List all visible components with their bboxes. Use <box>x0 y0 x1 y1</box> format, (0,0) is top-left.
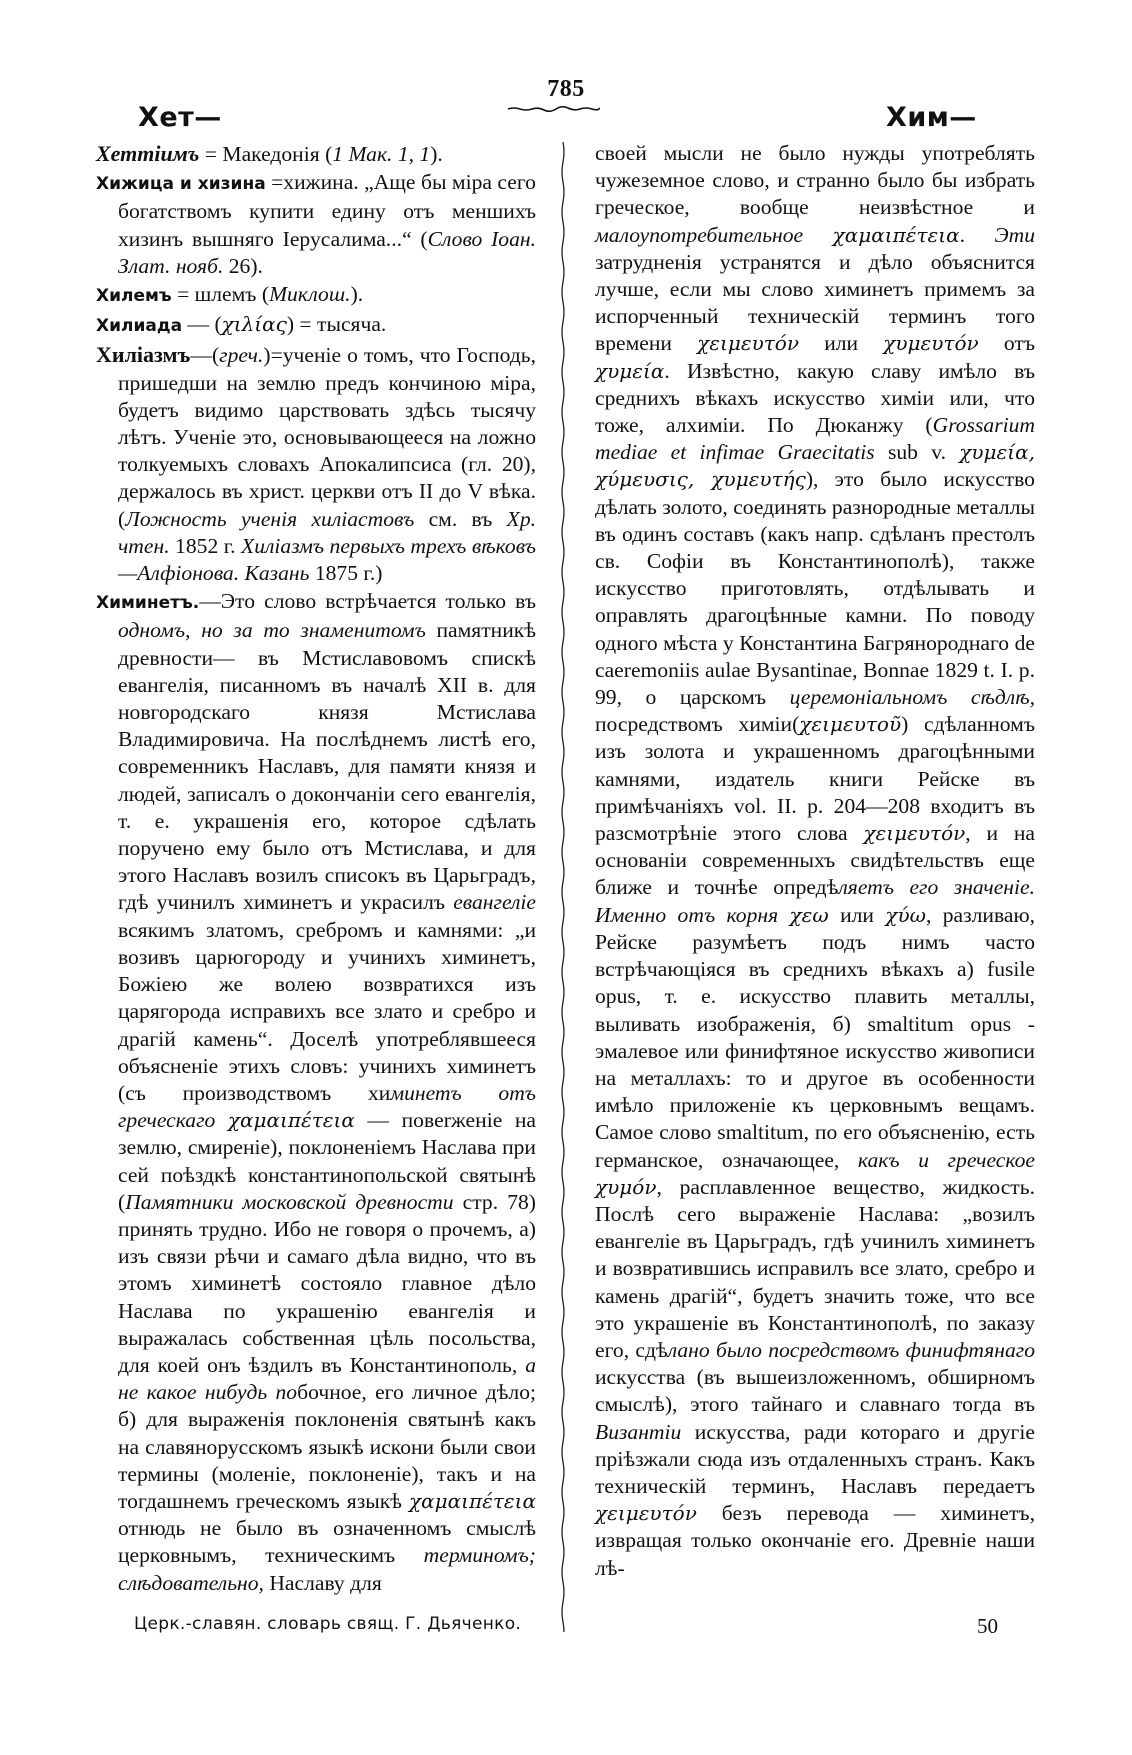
body-text: )=ученіе о томъ, что Господь, пришедши на землю предъ кончиною міра, будетъ видимо царствовать здѣсь тысячу лѣтъ. Ученіе это, основывающееся на ложно толкуемыхъ словахъ Апокалипсиса (гл. 20), держалось въ христ. церкви отъ II до V вѣка. ( <box>118 343 536 531</box>
greek-term: χιλίας <box>221 312 287 337</box>
greek-term: χειμευτόν <box>595 1501 697 1526</box>
body-text: стр. 78) принять трудно. Ибо не говоря о прочемъ, а) изъ связи рѣчи и самаго дѣла видно, что въ этомъ химинетѣ состояло главное дѣло Наслава по украшенію евангелія и выражалась собственная цѣль посольства, для коей онъ ѣздилъ въ Константинополь, <box>118 1189 536 1377</box>
italic-text: одномъ, но за то знаменитомъ <box>118 618 426 643</box>
italic-text: Византіи <box>595 1419 682 1444</box>
greek-term: χεω <box>789 902 829 927</box>
body-text: всякимъ златомъ, сребромъ и камнями: „и возивъ царюгороду и учинихъ химинетъ, Божіею же волею возвратихся изъ царягорода исправихъ все злато и сребро и драгій камень“. Доселѣ употреблявшееся объясненіе этихъ словъ: учинихъ химинетъ (съ производствомъ хи <box>118 917 536 1105</box>
body-text: . <box>959 222 995 247</box>
dictionary-entry <box>96 341 536 587</box>
greek-term: χυμόν <box>595 1174 657 1199</box>
italic-text: Хр. чтен. <box>118 506 537 558</box>
body-text: 26). <box>223 253 263 278</box>
italic-text: Эти <box>994 222 1035 247</box>
body-text: , разливаю, Рейске разумѣетъ подъ нимъ часто встрѣчающіяся въ среднихъ вѣкахъ а) fusile opus, т. е. искусство плавить металлы, выливать изображенія, б) smaltitum opus - эмалевое или финифтяное искусство живописи на металлахъ: то и другое въ особенности имѣло приложеніе къ церковнымъ вещамъ. Самое слово smaltitum, по его объясненію, есть германское, означающее, <box>595 902 1035 1172</box>
italic-text: Хиліазмъ первыхъ трехъ вѣковъ—Алфіонова. Казань <box>118 533 536 586</box>
body-text: —Это слово встрѣчается только въ <box>199 589 536 614</box>
body-text: Наславу для <box>263 1570 382 1595</box>
italic-text: лано было посредствомъ финифтянаго <box>667 1337 1035 1362</box>
column-divider <box>556 142 570 1632</box>
dictionary-entry <box>96 588 536 1597</box>
body-text <box>778 903 789 927</box>
body-text: бочное, его личное дѣло; б) для выраженія поклоненія святынѣ какъ на славянорусскомъ языкѣ искони были свои термины (моленіе, поклоненіе), такъ и на тогдашнемъ греческомъ языкѣ <box>118 1380 536 1513</box>
italic-text: Grossarium mediae et infimae Graecitatis <box>595 413 1035 465</box>
body-text: памятникѣ древности— въ Мстиславовомъ спискѣ евангелія, писанномъ въ началѣ XII в. для новгородскаго князя Мстислава Владимировича. На послѣднемъ листѣ его, современникъ Наславъ, для памяти князя и людей, записалъ о докончаніи сего евангелія, т. е. украшенія его, которое сдѣлать поручено ему было отъ Мстислава, и для этого Наславъ возилъ списокъ въ Царьградъ, гдѣ учинилъ химинетъ и украсилъ <box>118 618 536 915</box>
italic-text: ляетъ его значеніе. Именно отъ корня <box>595 875 1035 927</box>
body-text: = Македонія ( <box>199 142 333 166</box>
dictionary-entry <box>96 281 536 310</box>
body-text: = шлемъ ( <box>171 282 270 307</box>
dictionary-entry <box>96 140 536 168</box>
greek-term: χαμαιπέτεια <box>409 1488 536 1513</box>
body-text: ) = тысяча. <box>286 312 387 337</box>
italic-text: Памятники московской древности <box>125 1189 454 1214</box>
italic-text: Ложность ученія хиліастовъ <box>125 506 415 531</box>
body-text: , расплавленное вещество, жидкость. Послѣ сего выраженіе Наслава: „возилъ евангеліе въ Царьградъ, гдѣ учинилъ химинетъ и возвратившись исправилъ все злато, сребро и камень драгій“, будетъ значить тоже, что все это украшеніе въ Константинополѣ, по заказу его, сдѣ <box>595 1174 1035 1362</box>
body-text: безъ перевода — химинетъ, извращая только окончаніе его. Древніе наши лѣ- <box>595 1501 1035 1580</box>
signature-mark: 50 <box>977 1614 998 1638</box>
italic-text: минетъ отъ греческаго <box>118 1080 536 1133</box>
body-text: посредствомъ химіи( <box>595 712 800 737</box>
footer-credit: Церк.-славян. словарь свящ. Г. Дьяченко. <box>134 1614 522 1634</box>
body-text: ). <box>430 142 443 166</box>
body-text: — повerженіе на землю, смиреніе), поклоненіемъ Наслава при сей поѣздкѣ константинопольской святынѣ ( <box>118 1108 536 1214</box>
italic-text: малоупотребительное <box>595 222 804 247</box>
italic-text: 1 Мак. 1, 1 <box>332 142 431 166</box>
body-text: искусства, ради котораго и другіе пріѣзжали сюда изъ отдаленныхъ странъ. Какъ техническій терминъ, Наславъ передаетъ <box>595 1419 1035 1498</box>
italic-text: Слово Іоан. Злат. нояб. <box>118 226 537 278</box>
dictionary-entry <box>96 311 536 340</box>
italic-text: терминомъ; слѣдовательно, <box>118 1543 536 1595</box>
greek-term: χαμαιπέτεια <box>832 222 960 247</box>
body-text: или <box>799 331 884 356</box>
running-head-right: Хим— <box>886 102 977 133</box>
dictionary-entry <box>96 169 536 280</box>
body-text: sub v. <box>874 440 960 465</box>
greek-term: χαμαιπέτεια <box>227 1108 355 1133</box>
page-number-ornament-rule <box>508 106 600 112</box>
body-text: или <box>828 902 886 927</box>
greek-term: χυμευτόν <box>883 331 979 356</box>
body-text: искусства (въ вышеизложенномъ, обширномъ смыслѣ), этого тайнаго и славнаго тогда въ <box>595 1365 1035 1417</box>
entry-headword: Хилемъ <box>96 286 172 307</box>
body-text: своей мысли не было нужды употреблять чужеземное слово, и странно было бы избрать греческое, вообще неизвѣстное и <box>595 141 1035 220</box>
body-text: ). <box>350 282 364 307</box>
body-text: отъ <box>978 331 1036 356</box>
running-head-left: Хет— <box>138 102 222 133</box>
entry-headword: Химинетъ. <box>96 593 200 614</box>
page-number: 785 <box>547 76 585 102</box>
italic-text: какъ и греческое <box>857 1147 1035 1172</box>
entry-headword: Хеттіимъ <box>96 141 200 166</box>
body-text: 1852 г. <box>169 533 241 558</box>
italic-text: церемоніальномъ сѣдлѣ, <box>789 685 1035 710</box>
italic-text: а не какое нибудь по <box>118 1352 536 1405</box>
body-text: , и на основаніи современныхъ свидѣтельствъ еще ближе и точнѣе опредѣ <box>595 821 1035 900</box>
italic-text: евангеліе <box>453 890 536 915</box>
right-column <box>595 140 1035 1582</box>
greek-term: χειμευτόν <box>863 821 966 846</box>
left-column <box>96 140 536 1598</box>
greek-term: χυμεία, χύμευσις, χυμευτής <box>595 440 1035 492</box>
entry-headword: Хижица и хизина <box>96 174 266 195</box>
body-text: . Извѣстно, какую славу имѣло въ среднихъ вѣкахъ искусство химіи или, что тоже, алхиміи. По Дюканжу ( <box>595 358 1035 438</box>
body-text: отнюдь не было въ означенномъ смыслѣ церковнымъ, техническимъ <box>118 1516 536 1568</box>
entry-headword: Хиліазмъ <box>96 342 191 368</box>
entry-continuation <box>595 140 1035 1582</box>
body-text: затрудненія устранятся и дѣло объяснится лучше, если мы слово химинетъ примемъ за испорченный техническій терминъ того времени <box>595 249 1035 356</box>
body-text: —( <box>190 343 220 368</box>
greek-term: χειμευτόν <box>697 331 799 356</box>
body-text <box>803 223 832 247</box>
greek-term: χειμευτοῦ <box>799 712 902 737</box>
body-text: =хижина. „Аще бы міра сего богатствомъ купити едину отъ меншихъ хизинъ вышняго Іерусалима...“ ( <box>118 170 536 251</box>
greek-term: χύω <box>885 902 926 927</box>
italic-text: греч. <box>219 343 264 368</box>
body-text: см. въ <box>414 506 507 531</box>
greek-term: χυμεία <box>595 358 665 383</box>
body-text: ) сдѣланномъ изъ золота и украшенномъ драгоцѣнными камнями, издатель книги Рейске въ примѣчаніяхъ vol. II. p. 204—208 входитъ въ разсмотрѣніе этого слова <box>595 712 1035 846</box>
body-text: — ( <box>182 312 222 337</box>
body-text: ), это было искусство дѣлать золото, соединять разнородные металлы въ одинъ составъ (какъ напр. сдѣланъ престолъ св. Софіи въ Константинополѣ), также искусство приготовлять, отдѣлывать и оправлять драгоцѣнные камни. По поводу одного мѣста у Константина Багрянороднаго de caeremoniis aulae Bysantinae, Bonnae 1829 t. I. p. 99, о царскомъ <box>595 467 1035 710</box>
body-text: 1875 г.) <box>309 561 383 586</box>
italic-text: Миклош. <box>269 282 351 307</box>
entry-headword: Хилиада <box>96 316 183 337</box>
